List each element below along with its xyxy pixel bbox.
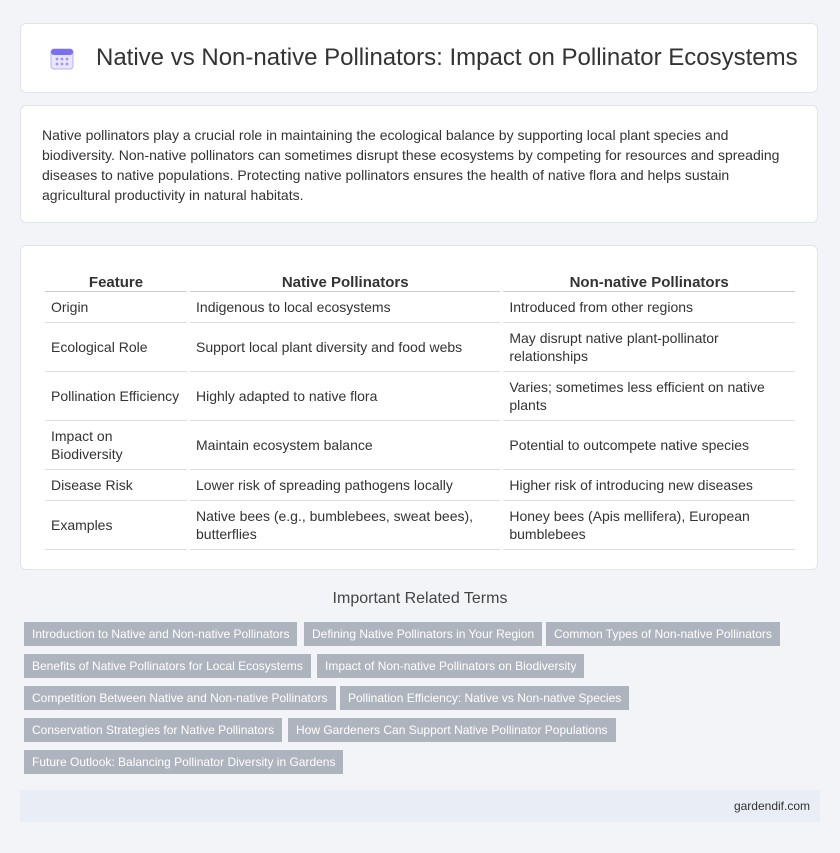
intro-text: Native pollinators play a crucial role in maintaining the ecological balance by supporting local plant species and biodiversity. Non-native pollinators can sometimes disrupt these ecosystems by competing for resources and spreading diseases to native populations. Protecting native pollinators ensures the health of native flora and helps sustain agricultural productivity in natural habitats. xyxy=(42,127,780,203)
related-term-tag[interactable]: Conservation Strategies for Native Pollinators xyxy=(24,718,282,742)
native-cell: Indigenous to local ecosystems xyxy=(190,292,500,323)
native-cell: Support local plant diversity and food webs xyxy=(190,323,500,372)
related-term-tag[interactable]: How Gardeners Can Support Native Pollinator Populations xyxy=(288,718,616,742)
table-header-row xyxy=(45,267,795,292)
header-non-native: Non-native Pollinators xyxy=(503,267,795,292)
non-native-cell: Introduced from other regions xyxy=(503,292,795,323)
non-native-cell: Higher risk of introducing new diseases xyxy=(503,470,795,501)
table-row xyxy=(45,470,795,501)
page-title: Native vs Non-native Pollinators: Impact on Pollinator Ecosystems xyxy=(96,44,798,71)
non-native-cell: Honey bees (Apis mellifera), European bumblebees xyxy=(503,501,795,550)
native-cell: Native bees (e.g., bumblebees, sweat bees), butterflies xyxy=(190,501,500,550)
table-row xyxy=(45,372,795,421)
feature-cell: Origin xyxy=(45,292,187,323)
table-row xyxy=(45,323,795,372)
comparison-table xyxy=(42,267,798,550)
related-term-tag[interactable]: Common Types of Non-native Pollinators xyxy=(546,622,780,646)
feature-cell: Ecological Role xyxy=(45,323,187,372)
calendar-icon xyxy=(49,45,75,71)
related-term-tag[interactable]: Impact of Non-native Pollinators on Biodiversity xyxy=(317,654,584,678)
header-native: Native Pollinators xyxy=(190,267,500,292)
feature-cell: Pollination Efficiency xyxy=(45,372,187,421)
feature-cell: Disease Risk xyxy=(45,470,187,501)
related-term-tag[interactable]: Defining Native Pollinators in Your Region xyxy=(304,622,542,646)
table-row xyxy=(45,501,795,550)
related-term-tag[interactable]: Benefits of Native Pollinators for Local Ecosystems xyxy=(24,654,311,678)
footer xyxy=(20,790,820,822)
feature-cell: Impact on Biodiversity xyxy=(45,421,187,470)
native-cell: Lower risk of spreading pathogens locally xyxy=(190,470,500,501)
table-row xyxy=(45,421,795,470)
related-terms-title: Important Related Terms xyxy=(332,590,508,607)
comparison-card xyxy=(20,245,818,570)
related-term-tag[interactable]: Introduction to Native and Non-native Pollinators xyxy=(24,622,297,646)
non-native-cell: May disrupt native plant-pollinator relationships xyxy=(503,323,795,372)
non-native-cell: Potential to outcompete native species xyxy=(503,421,795,470)
related-term-tag[interactable]: Competition Between Native and Non-native Pollinators xyxy=(24,686,336,710)
non-native-cell: Varies; sometimes less efficient on native plants xyxy=(503,372,795,421)
native-cell: Highly adapted to native flora xyxy=(190,372,500,421)
native-cell: Maintain ecosystem balance xyxy=(190,421,500,470)
footer-site-link[interactable]: gardendif.com xyxy=(733,799,810,813)
intro-card xyxy=(20,105,818,223)
table-row xyxy=(45,292,795,323)
related-term-tag[interactable]: Pollination Efficiency: Native vs Non-native Species xyxy=(340,686,629,710)
related-term-tag[interactable]: Future Outlook: Balancing Pollinator Diversity in Gardens xyxy=(24,750,343,774)
header-feature: Feature xyxy=(45,267,187,292)
feature-cell: Examples xyxy=(45,501,187,550)
header-card xyxy=(20,23,818,93)
